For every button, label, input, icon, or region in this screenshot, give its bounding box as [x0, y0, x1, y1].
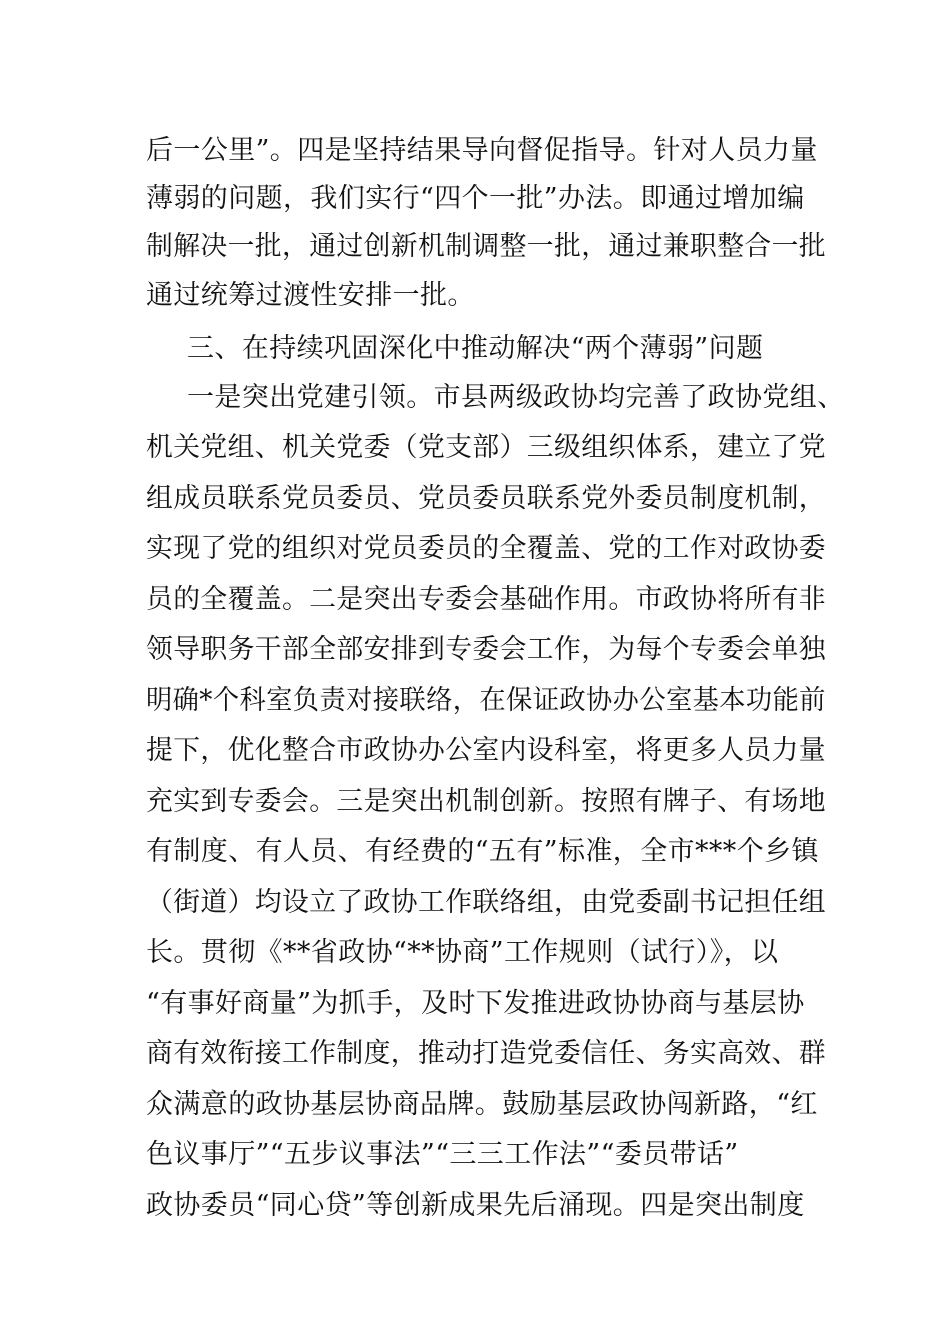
text-line: 商有效衔接工作制度，推动打造党委信任、务实高效、群	[146, 1038, 826, 1069]
text-line: 提下，优化整合市政协办公室内设科室，将更多人员力量	[146, 735, 826, 766]
text-line: 实现了党的组织对党员委员的全覆盖、党的工作对政协委	[146, 533, 826, 564]
text-line: 机关党组、机关党委（党支部）三级组织体系，建立了党	[146, 432, 826, 463]
text-line: 一是突出党建引领。市县两级政协均完善了政协党组、	[187, 382, 845, 413]
text-line: “有事好商量”为抓手，及时下发推进政协协商与基层协	[146, 988, 805, 1019]
text-line: 充实到专委会。三是突出机制创新。按照有牌子、有场地	[146, 786, 826, 817]
text-line: 明确*个科室负责对接联络，在保证政协办公室基本功能前	[146, 685, 826, 716]
text-line: 组成员联系党员委员、党员委员联系党外委员制度机制，	[146, 483, 826, 514]
text-line: 领导职务干部全部安排到专委会工作，为每个专委会单独	[146, 634, 826, 665]
text-line: 长。贯彻《**省政协“**协商”工作规则（试行）》，以	[146, 937, 779, 968]
text-line: 制解决一批，通过创新机制调整一批，通过兼职整合一批	[146, 231, 826, 262]
text-line: 有制度、有人员、有经费的“五有”标准，全市***个乡镇	[146, 836, 819, 867]
text-line: 后一公里”。四是坚持结果导向督促指导。针对人员力量	[146, 135, 818, 166]
text-line: 通过统筹过渡性安排一批。	[146, 280, 475, 311]
section-heading: 三、在持续巩固深化中推动解决“两个薄弱”问题	[187, 333, 764, 364]
text-line: 政协委员“同心贷”等创新成果先后涌现。四是突出制度	[146, 1190, 805, 1221]
text-line: 色议事厅”“五步议事法”“三三工作法”“委员带话”	[146, 1139, 739, 1170]
text-line: 薄弱的问题，我们实行“四个一批”办法。即通过增加编	[146, 183, 805, 214]
text-line: 众满意的政协基层协商品牌。鼓励基层政协闯新路，“红	[146, 1089, 818, 1120]
text-line: 员的全覆盖。二是突出专委会基础作用。市政协将所有非	[146, 584, 826, 615]
text-line: （街道）均设立了政协工作联络组，由党委副书记担任组	[146, 887, 826, 918]
